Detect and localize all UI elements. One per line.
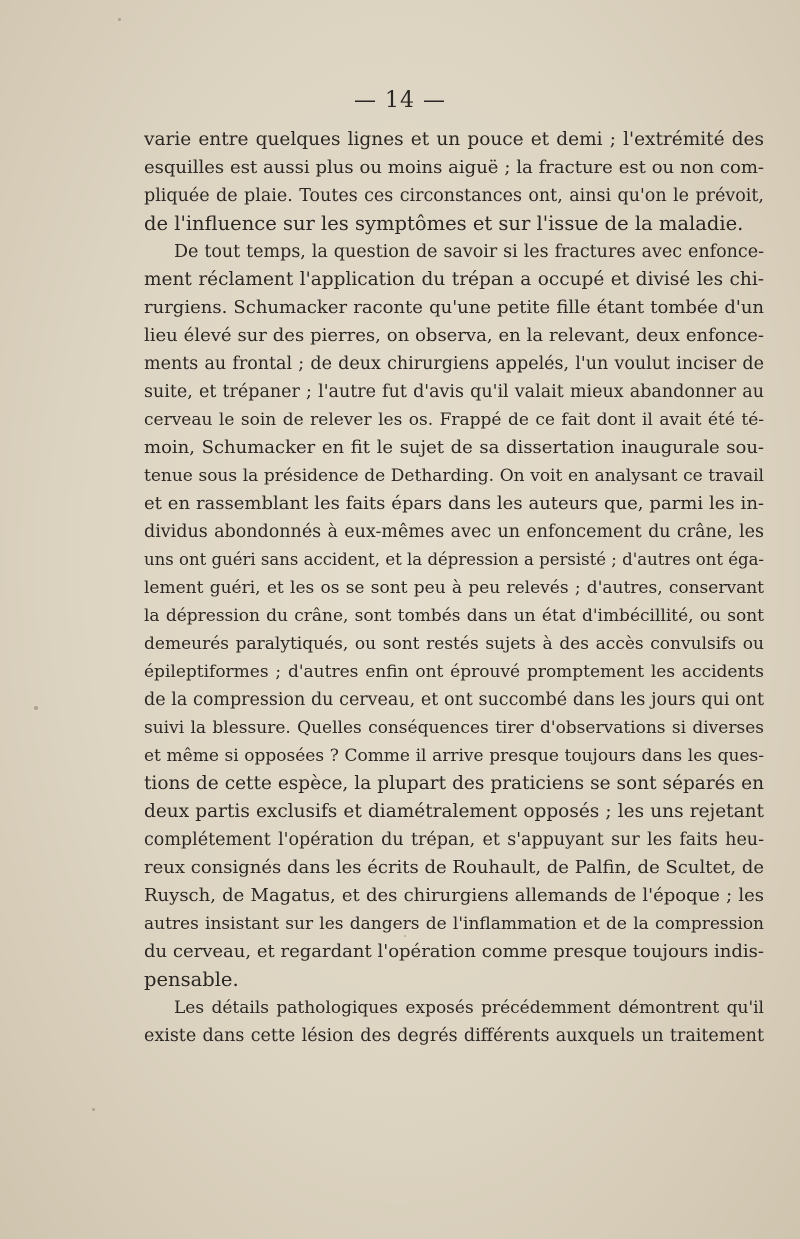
text-line: moin, Schumacker en fit le sujet de sa dissertation inaugurale sou- xyxy=(144,437,764,458)
text-line: ment réclament l'application du trépan a occupé et divisé les chi- xyxy=(144,269,764,290)
text-line: lement guéri, et les os se sont peu à peu relevés ; d'autres, conservant xyxy=(144,578,764,598)
paper-speck xyxy=(92,1108,95,1111)
text-line: épileptiformes ; d'autres enfin ont éprouvé promptement les accidents xyxy=(144,662,764,682)
text-line: suite, et trépaner ; l'autre fut d'avis qu'il valait mieux abandonner au xyxy=(144,382,764,402)
text-line: rurgiens. Schumacker raconte qu'une petite fille étant tombée d'un xyxy=(144,297,764,318)
body-text xyxy=(144,126,764,1050)
paper-speck xyxy=(404,935,406,937)
text-line: tenue sous la présidence de Detharding. On voit en analysant ce travail xyxy=(144,466,764,486)
text-line: autres insistant sur les dangers de l'inflammation et de la compression xyxy=(144,914,764,934)
text-line: existe dans cette lésion des degrés différents auxquels un traitement xyxy=(144,1026,764,1046)
text-line: cerveau le soin de relever les os. Frappé de ce fait dont il avait été té- xyxy=(144,410,764,430)
text-line: pliquée de plaie. Toutes ces circonstances ont, ainsi qu'on le prévoit, xyxy=(144,186,764,206)
text-line: pensable. xyxy=(144,968,239,991)
page-number: — 14 — xyxy=(354,88,446,113)
text-line: demeurés paralytiqués, ou sont restés sujets à des accès convulsifs ou xyxy=(144,634,764,654)
text-line: du cerveau, et regardant l'opération comme presque toujours indis- xyxy=(144,941,764,962)
text-line: suivi la blessure. Quelles conséquences tirer d'observations si diverses xyxy=(144,718,764,738)
text-line: deux partis exclusifs et diamétralement opposés ; les uns rejetant xyxy=(144,801,764,822)
text-line: Ruysch, de Magatus, et des chirurgiens allemands de l'époque ; les xyxy=(144,885,764,906)
text-line: dividus abondonnés à eux-mêmes avec un enfoncement du crâne, les xyxy=(144,522,764,542)
text-line: esquilles est aussi plus ou moins aiguë ; la fracture est ou non com- xyxy=(144,157,764,178)
paper-speck xyxy=(118,18,121,21)
text-line: tions de cette espèce, la plupart des praticiens se sont séparés en xyxy=(144,773,764,794)
text-line: de la compression du cerveau, et ont succombé dans les jours qui ont xyxy=(144,690,764,710)
text-line: complétement l'opération du trépan, et s'appuyant sur les faits heu- xyxy=(144,830,764,850)
text-line: reux consignés dans les écrits de Rouhault, de Palfin, de Scultet, de xyxy=(144,857,764,878)
paper-speck xyxy=(34,706,38,710)
text-line: ments au frontal ; de deux chirurgiens appelés, l'un voulut inciser de xyxy=(144,354,764,374)
text-line: varie entre quelques lignes et un pouce et demi ; l'extrémité des xyxy=(144,129,764,150)
text-line: Les détails pathologiques exposés précédemment démontrent qu'il xyxy=(174,998,764,1018)
text-line: de l'influence sur les symptômes et sur l'issue de la maladie. xyxy=(144,212,744,235)
text-line: lieu élevé sur des pierres, on observa, en la relevant, deux enfonce- xyxy=(144,325,764,346)
text-line: uns ont guéri sans accident, et la dépression a persisté ; d'autres ont éga- xyxy=(144,550,764,569)
text-line: et même si opposées ? Comme il arrive presque toujours dans les ques- xyxy=(144,746,764,766)
text-line: De tout temps, la question de savoir si les fractures avec enfonce- xyxy=(174,242,764,262)
text-line: la dépression du crâne, sont tombés dans un état d'imbécillité, ou sont xyxy=(144,606,764,626)
text-line: et en rassemblant les faits épars dans les auteurs que, parmi les in- xyxy=(144,493,764,514)
